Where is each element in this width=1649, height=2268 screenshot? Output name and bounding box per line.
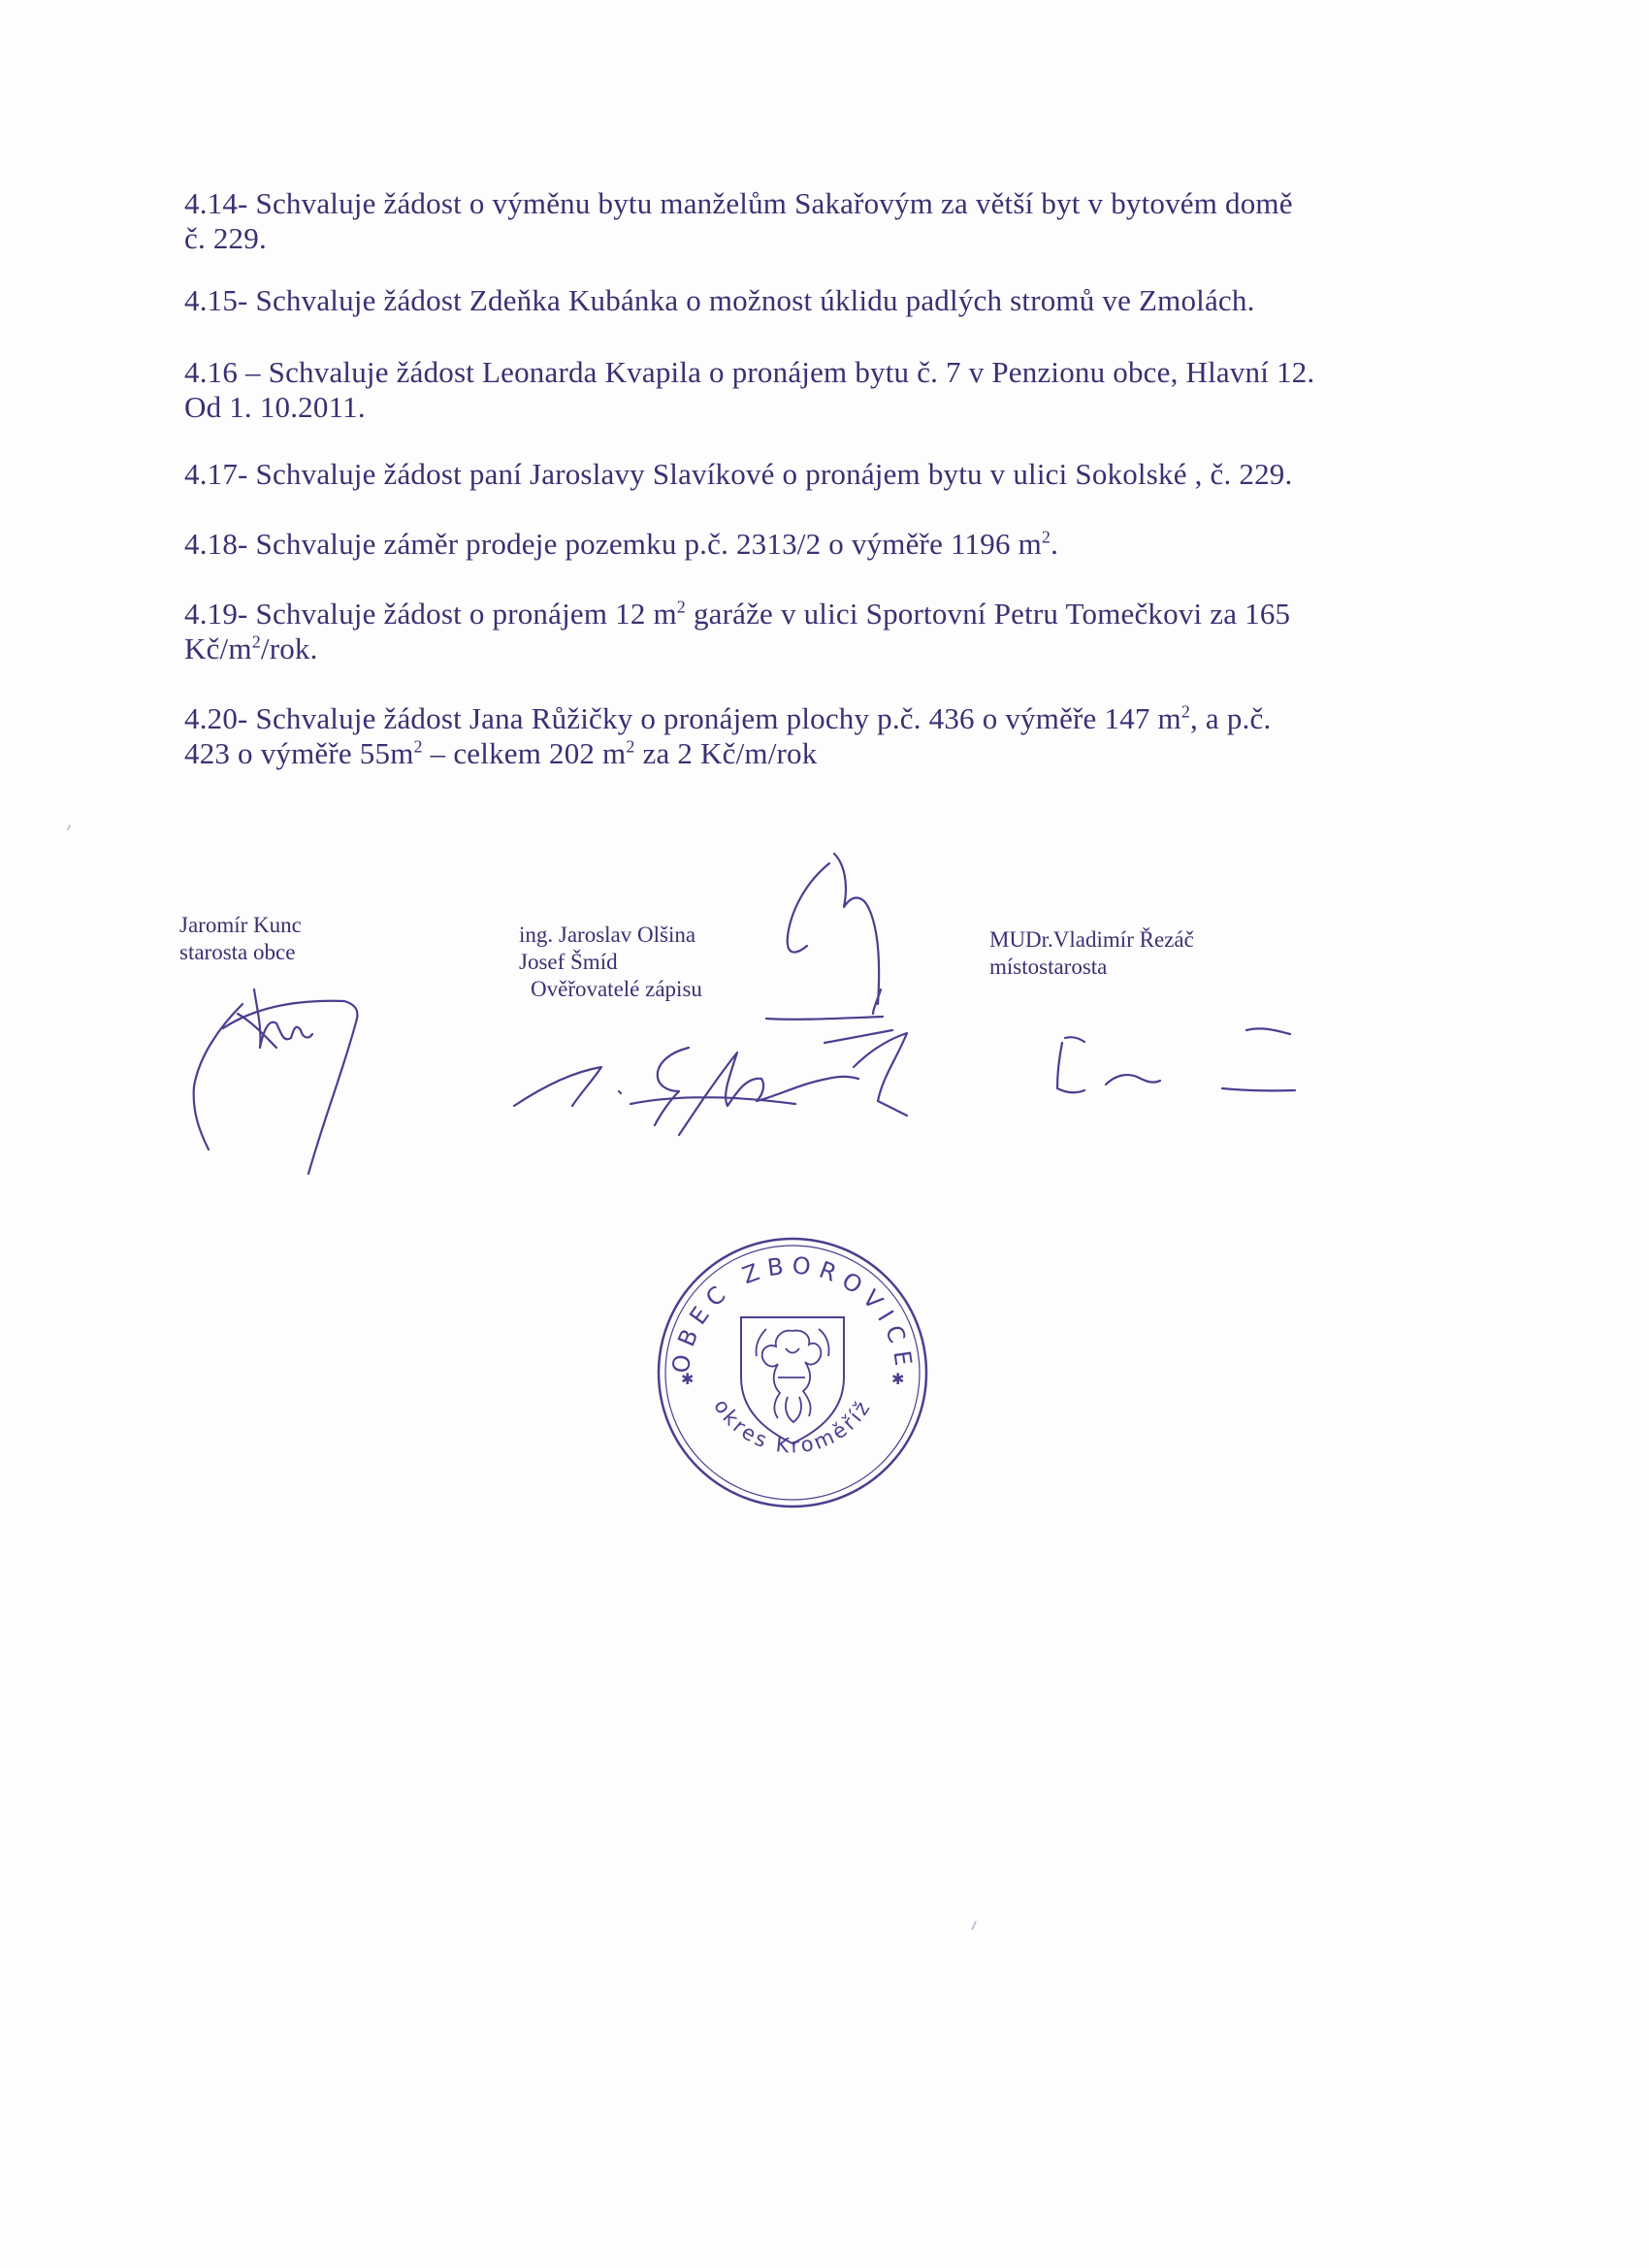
signature-deputy-mayor	[1057, 1028, 1295, 1092]
resolutions-list	[184, 186, 1436, 771]
signature-mayor	[194, 989, 358, 1174]
resolution-line	[184, 632, 1436, 666]
signatory-deputy-mayor	[989, 926, 1194, 981]
resolution-4-16	[184, 355, 1436, 425]
signatory-name: MUDr.Vladimír Řezáč	[989, 927, 1194, 952]
signatory-name: ing. Jaroslav Olšina	[519, 923, 696, 947]
resolution-line	[184, 736, 1436, 771]
superscript: 2	[1180, 701, 1191, 722]
superscript: 2	[626, 736, 635, 757]
resolution-line: 4.14- Schvaluje žádost o výměnu bytu manželům Sakařovým za větší byt v bytovém domě	[184, 186, 1293, 220]
resolution-4-15	[184, 283, 1436, 318]
resolution-line: 4.15- Schvaluje žádost Zdeňka Kubánka o možnost úklidu padlých stromů ve Zmolách.	[184, 283, 1255, 317]
stamp-top-text: OBEC ZBOROVICE	[666, 1251, 919, 1376]
resolution-line: Od 1. 10.2011.	[184, 390, 366, 424]
resolution-line: 4.16 – Schvaluje žádost Leonarda Kvapila o pronájem bytu č. 7 v Penzionu obce, Hlavní 12.	[184, 355, 1315, 389]
text-run: za 2 Kč/m/rok	[634, 736, 818, 770]
text-run: , a p.č.	[1190, 701, 1272, 735]
resolution-line: č. 229.	[184, 221, 267, 255]
scan-speck	[67, 825, 71, 830]
signatory-role: starosta obce	[179, 940, 296, 964]
resolution-4-18	[184, 527, 1436, 562]
text-run: 4.20- Schvaluje žádost Jana Růžičky o pronájem plochy p.č. 436 o výměře 147 m	[184, 701, 1181, 735]
superscript: 2	[413, 736, 423, 757]
resolution-4-19	[184, 597, 1436, 666]
resolution-line: 4.17- Schvaluje žádost paní Jaroslavy Slavíkové o pronájem bytu v ulici Sokolské , č. 229.	[184, 457, 1293, 491]
text-run: 4.19- Schvaluje žádost o pronájem 12 m	[184, 597, 677, 631]
text-run: Kč/m	[184, 632, 252, 665]
superscript: 2	[676, 597, 686, 617]
stamp-bottom-text: okres Kroměříž	[709, 1395, 876, 1458]
signatory-role: místostarosta	[989, 955, 1108, 979]
municipal-stamp	[652, 1232, 933, 1513]
text-run: 4.18- Schvaluje záměr prodeje pozemku p.č. 2313/2 o výměře 1196 m	[184, 527, 1042, 561]
text-run: 423 o výměře 55m	[184, 736, 414, 770]
signatory-verifiers	[519, 922, 702, 1003]
stamp-star-icon: ✱	[891, 1370, 905, 1388]
text-run: /rok.	[260, 632, 318, 665]
resolution-4-20	[184, 701, 1436, 771]
resolution-4-17	[184, 457, 1436, 492]
resolution-4-14	[184, 186, 1436, 256]
scan-speck	[971, 1921, 977, 1930]
signature-verifier-2	[514, 1033, 907, 1135]
superscript: 2	[1041, 527, 1051, 547]
resolution-line	[184, 701, 1436, 736]
signature-verifier-1	[788, 854, 881, 1014]
superscript: 2	[251, 632, 261, 652]
stamp-star-icon: ✱	[681, 1370, 695, 1388]
text-run: .	[1051, 527, 1059, 561]
signatory-mayor	[179, 912, 302, 966]
resolution-line	[184, 597, 1436, 632]
signature-verifier-1b	[766, 1017, 892, 1043]
signatory-name: Josef Šmíd	[519, 950, 618, 974]
signatory-role: Ověřovatelé zápisu	[531, 977, 702, 1001]
signatory-name: Jaromír Kunc	[179, 913, 302, 937]
text-run: garáže v ulici Sportovní Petru Tomečkovi za 165	[686, 597, 1291, 631]
text-run: – celkem 202 m	[422, 736, 627, 770]
resolution-line	[184, 527, 1436, 562]
